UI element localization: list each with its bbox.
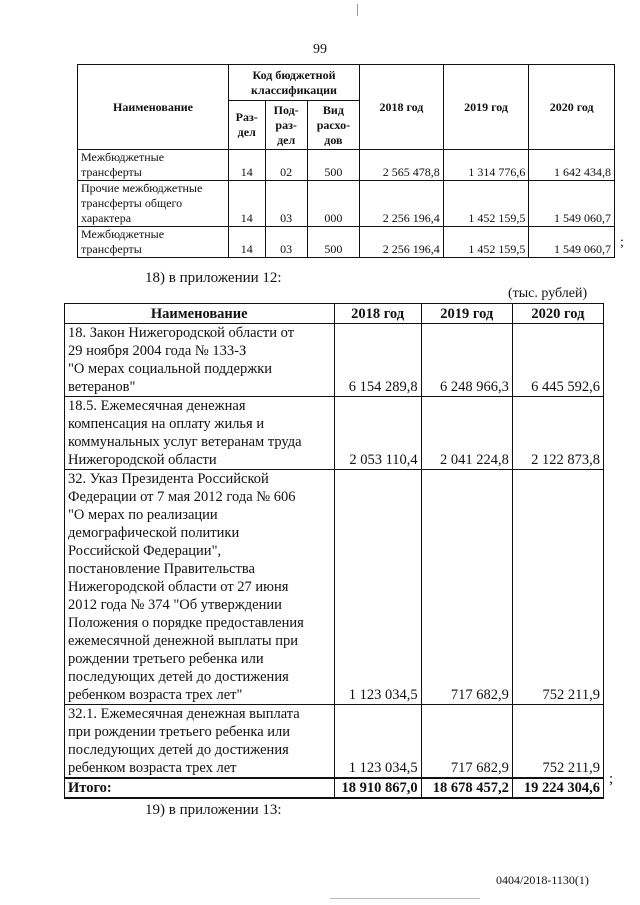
row-name: 18. Закон Нижегородской области от 29 ноября 2004 года № 133-З "О мерах социальной поддержки ветеранов" <box>65 324 335 397</box>
row-2020: 1 549 060,7 <box>529 227 615 258</box>
table2-row <box>65 470 604 705</box>
scan-mark-bottom <box>330 898 480 899</box>
table1-row <box>78 150 615 181</box>
row-name: Межбюджетные трансферты <box>78 150 229 181</box>
row-podrazdel: 02 <box>265 150 307 181</box>
row-2019: 717 682,9 <box>421 470 512 705</box>
scan-mark <box>357 4 358 16</box>
table2-header-2020: 2020 год <box>512 304 603 324</box>
row-2019: 1 452 159,5 <box>443 181 529 227</box>
row-2019: 2 041 224,8 <box>421 397 512 470</box>
table2-total-row <box>65 778 604 798</box>
row-2018: 6 154 289,8 <box>334 324 421 397</box>
row-2020: 2 122 873,8 <box>512 397 603 470</box>
row-razdel: 14 <box>228 227 265 258</box>
total-2019: 18 678 457,2 <box>421 778 512 798</box>
row-name: Прочие межбюджетные трансферты общего характера <box>78 181 229 227</box>
row-2019: 6 248 966,3 <box>421 324 512 397</box>
row-name: 32. Указ Президента Российской Федерации от 7 мая 2012 года № 606 "О мерах по реализации демографической политики Российской Федерации", постановление Правительства Нижегородской области от 27 июня 2012 года № 374 "Об утверждении Положения о порядке предоставления ежемесячной денежной выплаты при рождении третьего ребенка или последующих детей до достижения ребенком возраста трех лет" <box>65 470 335 705</box>
row-podrazdel: 03 <box>265 227 307 258</box>
table2-header-2019: 2019 год <box>421 304 512 324</box>
row-2020: 1 642 434,8 <box>529 150 615 181</box>
row-2019: 1 452 159,5 <box>443 227 529 258</box>
row-razdel: 14 <box>228 181 265 227</box>
row-2019: 1 314 776,6 <box>443 150 529 181</box>
budget-classification-table <box>77 64 615 258</box>
row-vid: 500 <box>307 150 359 181</box>
item-18-label: 18) в приложении 12: <box>145 270 282 286</box>
table1-trailing-semicolon: ; <box>620 235 624 250</box>
row-2018: 2 053 110,4 <box>334 397 421 470</box>
table1-header-razdel: Раз- дел <box>228 101 265 150</box>
table2-header-name: Наименование <box>65 304 335 324</box>
table2-header-2018: 2018 год <box>334 304 421 324</box>
row-name: 18.5. Ежемесячная денежная компенсация на оплату жилья и коммунальных услуг ветеранам труда Нижегородской области <box>65 397 335 470</box>
row-2019: 717 682,9 <box>421 705 512 779</box>
table1-row <box>78 227 615 258</box>
total-2018: 18 910 867,0 <box>334 778 421 798</box>
table1-header-podrazdel: Под- раз- дел <box>265 101 307 150</box>
row-2018: 1 123 034,5 <box>334 705 421 779</box>
item-19-label: 19) в приложении 13: <box>145 802 282 818</box>
table1-header-name: Наименование <box>78 65 229 150</box>
units-label: (тыс. рублей) <box>508 286 588 301</box>
table2-row <box>65 324 604 397</box>
row-2020: 6 445 592,6 <box>512 324 603 397</box>
row-vid: 000 <box>307 181 359 227</box>
table1-row <box>78 181 615 227</box>
table1-header-vid: Вид расхо- дов <box>307 101 359 150</box>
table1-header-2018: 2018 год <box>360 65 444 150</box>
row-name: Межбюджетные трансферты <box>78 227 229 258</box>
table1-header-2020: 2020 год <box>529 65 615 150</box>
row-razdel: 14 <box>228 150 265 181</box>
total-2020: 19 224 304,6 <box>512 778 603 798</box>
table1-header-code-group: Код бюджетной классификации <box>228 65 359 101</box>
row-2018: 2 256 196,4 <box>360 227 444 258</box>
table1-header-2019: 2019 год <box>443 65 529 150</box>
appendix-12-table <box>64 303 604 799</box>
total-label: Итого: <box>65 778 335 798</box>
table2-trailing-semicolon: ; <box>609 771 614 787</box>
row-vid: 500 <box>307 227 359 258</box>
row-2018: 2 565 478,8 <box>360 150 444 181</box>
page-number: 99 <box>313 42 327 57</box>
table2-row <box>65 705 604 779</box>
document-code: 0404/2018-1130(1) <box>496 873 589 887</box>
row-2020: 752 211,9 <box>512 705 603 779</box>
row-2020: 752 211,9 <box>512 470 603 705</box>
row-2018: 2 256 196,4 <box>360 181 444 227</box>
row-name: 32.1. Ежемесячная денежная выплата при рождении третьего ребенка или последующих детей до достижения ребенком возраста трех лет <box>65 705 335 779</box>
row-2020: 1 549 060,7 <box>529 181 615 227</box>
row-podrazdel: 03 <box>265 181 307 227</box>
row-2018: 1 123 034,5 <box>334 470 421 705</box>
table2-row <box>65 397 604 470</box>
